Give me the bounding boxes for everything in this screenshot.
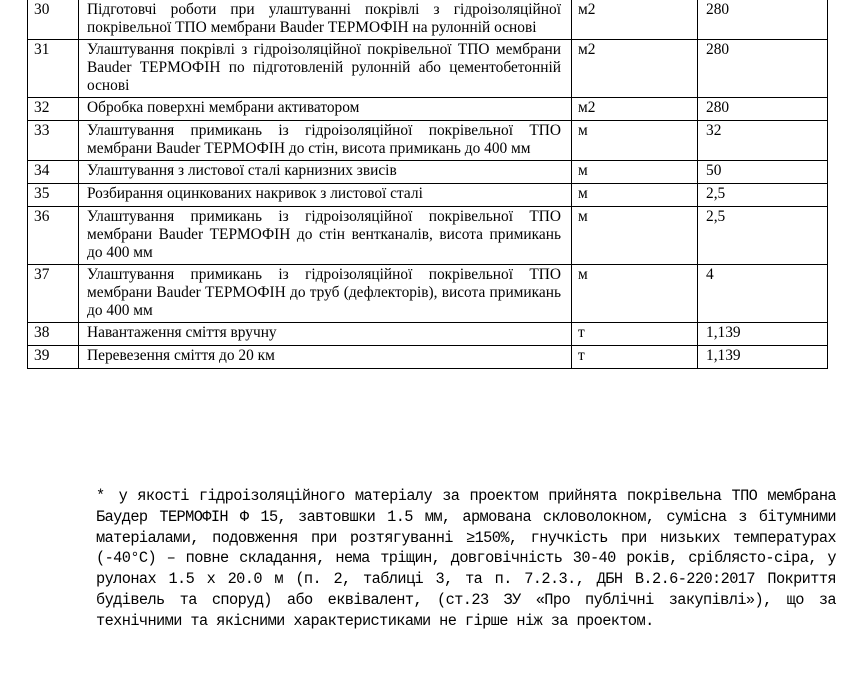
row-unit: м2 (572, 98, 698, 121)
row-unit: м (572, 184, 698, 207)
row-description: Підготовчі роботи при улаштуванні покрівлі з гідроізоляційної покрівельної ТПО мембрани Bauder ТЕРМОФІН на рулонній основі (79, 0, 572, 40)
row-unit: м (572, 207, 698, 265)
table-row (28, 184, 828, 207)
footnote-text: у якості гідроізоляційного матеріалу за проектом прийнята покрівельна ТПО мембрана Баудер ТЕРМОФІН Ф 15, завтовшки 1.5 мм, армована скловолокном, сумісна з бітумними матеріалами, подовження при розтягуванні ≥150%, гнучкість при низьких температурах (-40°С) – повне складання, нема тріщин, довговічність 30-40 років, сріблясто-сіра, у рулонах 1.5 х 20.0 м (п. 2, таблиці 3, та п. 7.2.3., ДБН В.2.6-220:2017 Покриття будівель та споруд) або еквівалент, (ст.23 ЗУ «Про публічні закупівлі»), що за технічними та якісними характеристиками не гірше ніж за проектом. (96, 487, 836, 630)
row-unit: т (572, 323, 698, 346)
row-number: 34 (28, 161, 79, 184)
row-quantity: 4 (698, 265, 828, 323)
table-row (28, 265, 828, 323)
row-description: Улаштування примикань із гідроізоляційної покрівельної ТПО мембрани Bauder ТЕРМОФІН до труб (дефлекторів), висота примикань до 400 мм (79, 265, 572, 323)
table-row (28, 121, 828, 161)
row-quantity: 32 (698, 121, 828, 161)
row-unit: м (572, 265, 698, 323)
row-description: Улаштування примикань із гідроізоляційної покрівельної ТПО мембрани Bauder ТЕРМОФІН до стін вентканалів, висота примикань до 400 мм (79, 207, 572, 265)
row-unit: т (572, 346, 698, 369)
row-unit: м2 (572, 40, 698, 98)
row-quantity: 280 (698, 40, 828, 98)
row-unit: м (572, 161, 698, 184)
row-unit: м2 (572, 0, 698, 40)
footnote (96, 486, 836, 632)
row-description: Навантаження сміття вручну (79, 323, 572, 346)
row-description: Обробка поверхні мембрани активатором (79, 98, 572, 121)
row-description: Улаштування покрівлі з гідроізоляційної покрівельної ТПО мембрани Bauder ТЕРМОФІН по підготовленій рулонній або цементобетонній основі (79, 40, 572, 98)
row-number: 33 (28, 121, 79, 161)
row-unit: м (572, 121, 698, 161)
row-quantity: 280 (698, 0, 828, 40)
row-number: 39 (28, 346, 79, 369)
footnote-marker: * (96, 487, 105, 505)
row-number: 37 (28, 265, 79, 323)
row-quantity: 1,139 (698, 346, 828, 369)
table-row (28, 207, 828, 265)
row-quantity: 50 (698, 161, 828, 184)
table-row (28, 0, 828, 40)
row-description: Розбирання оцинкованих накривок з листової сталі (79, 184, 572, 207)
row-description: Улаштування примикань із гідроізоляційної покрівельної ТПО мембрани Bauder ТЕРМОФІН до стін, висота примикань до 400 мм (79, 121, 572, 161)
row-number: 36 (28, 207, 79, 265)
row-quantity: 1,139 (698, 323, 828, 346)
row-quantity: 2,5 (698, 184, 828, 207)
table-row (28, 161, 828, 184)
works-table (27, 0, 828, 369)
row-number: 30 (28, 0, 79, 40)
table-row (28, 40, 828, 98)
table-row (28, 323, 828, 346)
row-description: Улаштування з листової сталі карнизних звисів (79, 161, 572, 184)
row-quantity: 280 (698, 98, 828, 121)
row-description: Перевезення сміття до 20 км (79, 346, 572, 369)
table-row (28, 346, 828, 369)
row-number: 31 (28, 40, 79, 98)
row-number: 35 (28, 184, 79, 207)
row-quantity: 2,5 (698, 207, 828, 265)
row-number: 38 (28, 323, 79, 346)
row-number: 32 (28, 98, 79, 121)
table-row (28, 98, 828, 121)
